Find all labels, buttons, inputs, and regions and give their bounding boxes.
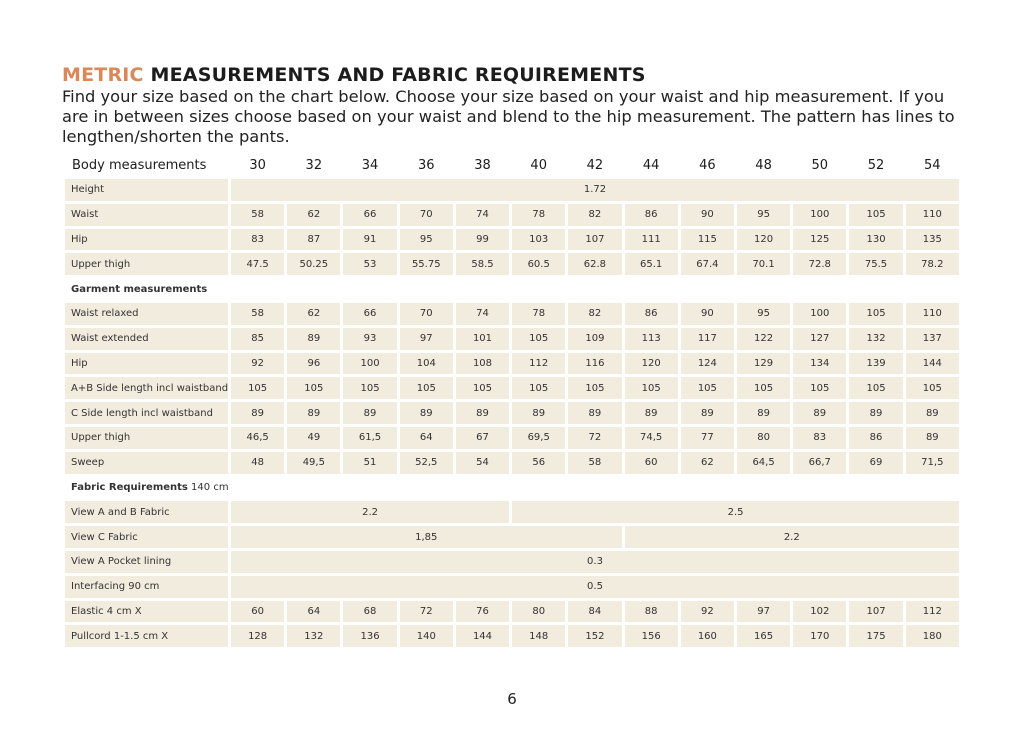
value-cell: 105 (849, 303, 902, 325)
value-cell: 80 (737, 427, 790, 449)
value-cell: 50.25 (287, 253, 340, 275)
value-cell: 175 (849, 625, 902, 647)
row-label: Upper thigh (65, 427, 228, 449)
fabric-requirement-row (65, 551, 959, 573)
value-cell: 140 (400, 625, 453, 647)
value-cell: 104 (400, 353, 453, 375)
value-cell: 70 (400, 303, 453, 325)
garment-measurement-row (65, 427, 959, 449)
row-label: Pullcord 1-1.5 cm X (65, 625, 228, 647)
value-cell: 107 (568, 229, 621, 251)
row-label: Waist extended (65, 328, 228, 350)
value-cell: 85 (231, 328, 284, 350)
row-label: View A Pocket lining (65, 551, 228, 573)
value-cell: 89 (456, 402, 509, 424)
value-cell: 49,5 (287, 452, 340, 474)
value-cell: 87 (287, 229, 340, 251)
value-cell: 89 (849, 402, 902, 424)
value-cell: 144 (456, 625, 509, 647)
value-cell: 69,5 (512, 427, 565, 449)
value-cell: 84 (568, 601, 621, 623)
garment-measurement-row (65, 377, 959, 399)
size-column-header: 36 (417, 157, 435, 173)
value-cell: 129 (737, 353, 790, 375)
fabric-heading-label: Fabric Requirements (71, 481, 188, 493)
size-column-header: 54 (924, 157, 941, 173)
value-cell: 90 (681, 204, 734, 226)
value-cell: 86 (849, 427, 902, 449)
value-cell: 105 (287, 377, 340, 399)
value-cell: 97 (400, 328, 453, 350)
value-cell: 60 (231, 601, 284, 623)
value-cell: 160 (681, 625, 734, 647)
garment-measurement-row (65, 452, 959, 474)
value-cell: 51 (343, 452, 396, 474)
value-cell: 86 (625, 204, 678, 226)
value-cell: 105 (512, 377, 565, 399)
value-cell: 56 (512, 452, 565, 474)
value-cell: 113 (625, 328, 678, 350)
value-cell: 156 (625, 625, 678, 647)
value-cell: 62 (287, 204, 340, 226)
value-cell: 66 (343, 204, 396, 226)
value-cell: 120 (625, 353, 678, 375)
value-cell: 108 (456, 353, 509, 375)
value-cell: 72 (400, 601, 453, 623)
value-cell: 135 (906, 229, 959, 251)
row-label: C Side length incl waistband (65, 402, 228, 424)
value-cell: 82 (568, 204, 621, 226)
value-cell: 107 (849, 601, 902, 623)
value-cell: 110 (906, 204, 959, 226)
value-cell: 96 (287, 353, 340, 375)
value-cell: 70.1 (737, 253, 790, 275)
value-cell: 99 (456, 229, 509, 251)
value-cell: 46,5 (231, 427, 284, 449)
value-cell: 136 (343, 625, 396, 647)
value-cell: 93 (343, 328, 396, 350)
garment-measurement-row (65, 402, 959, 424)
row-label: View A and B Fabric (65, 501, 228, 523)
row-label: Hip (65, 353, 228, 375)
value-cell: 112 (906, 601, 959, 623)
value-cell: 89 (287, 328, 340, 350)
merged-value-cell: 2.5 (512, 501, 959, 523)
value-cell: 68 (343, 601, 396, 623)
size-column-header: 52 (867, 157, 885, 173)
value-cell: 70 (400, 204, 453, 226)
value-cell: 117 (681, 328, 734, 350)
value-cell: 89 (737, 402, 790, 424)
fabric-requirements-heading (65, 477, 228, 499)
value-cell: 101 (456, 328, 509, 350)
body-measurement-row (65, 179, 959, 201)
value-cell: 83 (231, 229, 284, 251)
value-cell: 90 (681, 303, 734, 325)
value-cell: 52,5 (400, 452, 453, 474)
value-cell: 64,5 (737, 452, 790, 474)
value-cell: 180 (906, 625, 959, 647)
value-cell: 105 (456, 377, 509, 399)
value-cell: 97 (737, 601, 790, 623)
value-cell: 67.4 (681, 253, 734, 275)
value-cell: 105 (568, 377, 621, 399)
value-cell: 125 (793, 229, 846, 251)
value-cell: 89 (681, 402, 734, 424)
value-cell: 170 (793, 625, 846, 647)
fabric-requirement-row (65, 576, 959, 598)
value-cell: 80 (512, 601, 565, 623)
size-column-header: 44 (642, 157, 660, 173)
value-cell: 58 (231, 303, 284, 325)
value-cell: 62 (287, 303, 340, 325)
value-cell: 65.1 (625, 253, 678, 275)
value-cell: 120 (737, 229, 790, 251)
value-cell: 95 (400, 229, 453, 251)
value-cell: 105 (625, 377, 678, 399)
row-label: Interfacing 90 cm (65, 576, 228, 598)
size-chart-body (65, 154, 959, 647)
value-cell: 130 (849, 229, 902, 251)
page-number: 6 (507, 690, 517, 708)
value-cell: 74 (456, 303, 509, 325)
merged-value-cell: 2.2 (231, 501, 509, 523)
body-measurements-heading: Body measurements (72, 157, 207, 173)
size-chart-table (62, 151, 962, 650)
fabric-requirement-row (65, 601, 959, 623)
page-title (62, 64, 646, 86)
value-cell: 100 (793, 204, 846, 226)
value-cell: 74,5 (625, 427, 678, 449)
value-cell: 88 (625, 601, 678, 623)
title-accent: METRIC (62, 64, 144, 86)
value-cell: 105 (793, 377, 846, 399)
value-cell: 95 (737, 204, 790, 226)
value-cell: 89 (400, 402, 453, 424)
value-cell: 66 (343, 303, 396, 325)
value-cell: 105 (343, 377, 396, 399)
size-column-header: 38 (474, 157, 491, 173)
row-label: Sweep (65, 452, 228, 474)
value-cell: 105 (231, 377, 284, 399)
value-cell: 165 (737, 625, 790, 647)
value-cell: 105 (512, 328, 565, 350)
size-column-header: 32 (305, 157, 323, 173)
value-cell: 105 (400, 377, 453, 399)
row-label: Hip (65, 229, 228, 251)
merged-value-cell: 2.2 (625, 526, 959, 548)
garment-section-row (65, 278, 959, 300)
value-cell: 132 (849, 328, 902, 350)
value-cell: 53 (343, 253, 396, 275)
row-label: Waist relaxed (65, 303, 228, 325)
fabric-requirement-row (65, 501, 959, 523)
value-cell: 66,7 (793, 452, 846, 474)
value-cell: 152 (568, 625, 621, 647)
value-cell: 58 (568, 452, 621, 474)
value-cell: 100 (343, 353, 396, 375)
value-cell: 47.5 (231, 253, 284, 275)
value-cell: 105 (681, 377, 734, 399)
row-label: Elastic 4 cm X (65, 601, 228, 623)
value-cell: 95 (737, 303, 790, 325)
value-cell: 128 (231, 625, 284, 647)
value-cell: 72.8 (793, 253, 846, 275)
garment-measurement-row (65, 328, 959, 350)
value-cell: 105 (849, 204, 902, 226)
value-cell: 116 (568, 353, 621, 375)
size-column-header: 30 (249, 157, 266, 173)
size-column-header: 50 (811, 157, 829, 173)
value-cell: 109 (568, 328, 621, 350)
value-cell: 58.5 (456, 253, 509, 275)
garment-measurement-row (65, 353, 959, 375)
body-measurement-row (65, 253, 959, 275)
value-cell: 62 (681, 452, 734, 474)
value-cell: 92 (231, 353, 284, 375)
value-cell: 69 (849, 452, 902, 474)
value-cell: 67 (456, 427, 509, 449)
value-cell: 111 (625, 229, 678, 251)
body-measurement-row (65, 229, 959, 251)
size-column-header: 34 (361, 157, 379, 173)
size-column-header: 48 (755, 157, 772, 173)
value-cell: 62.8 (568, 253, 621, 275)
value-cell: 78 (512, 204, 565, 226)
value-cell: 134 (793, 353, 846, 375)
value-cell: 105 (906, 377, 959, 399)
value-cell: 61,5 (343, 427, 396, 449)
merged-value-cell: 1.72 (231, 179, 959, 201)
value-cell: 124 (681, 353, 734, 375)
value-cell: 89 (512, 402, 565, 424)
merged-value-cell: 1,85 (231, 526, 622, 548)
section-spacer (231, 278, 959, 300)
value-cell: 105 (849, 377, 902, 399)
intro-paragraph: Find your size based on the chart below. Choose your size based on your waist and hip measurement. If you are in between sizes choose based on your waist and blend to the hip measurement. The pattern has lines to lengthen/shorten the pants. (62, 87, 955, 146)
value-cell: 86 (625, 303, 678, 325)
value-cell: 110 (906, 303, 959, 325)
title-rest: MEASUREMENTS AND FABRIC REQUIREMENTS (143, 64, 646, 86)
garment-measurement-row (65, 303, 959, 325)
value-cell: 89 (568, 402, 621, 424)
value-cell: 122 (737, 328, 790, 350)
value-cell: 139 (849, 353, 902, 375)
value-cell: 83 (793, 427, 846, 449)
row-label: Height (65, 179, 228, 201)
merged-value-cell: 0.5 (231, 576, 959, 598)
fabric-section-row (65, 477, 959, 499)
size-header-row (65, 154, 959, 176)
value-cell: 54 (456, 452, 509, 474)
value-cell: 89 (231, 402, 284, 424)
value-cell: 78.2 (906, 253, 959, 275)
value-cell: 137 (906, 328, 959, 350)
value-cell: 89 (793, 402, 846, 424)
value-cell: 72 (568, 427, 621, 449)
value-cell: 115 (681, 229, 734, 251)
value-cell: 58 (231, 204, 284, 226)
row-label: A+B Side length incl waistband (65, 377, 228, 399)
row-label: View C Fabric (65, 526, 228, 548)
value-cell: 102 (793, 601, 846, 623)
merged-value-cell: 0.3 (231, 551, 959, 573)
value-cell: 103 (512, 229, 565, 251)
garment-measurements-heading: Garment measurements (65, 278, 228, 300)
value-cell: 77 (681, 427, 734, 449)
value-cell: 89 (287, 402, 340, 424)
value-cell: 132 (287, 625, 340, 647)
value-cell: 89 (625, 402, 678, 424)
row-label: Waist (65, 204, 228, 226)
value-cell: 64 (287, 601, 340, 623)
value-cell: 48 (231, 452, 284, 474)
value-cell: 60.5 (512, 253, 565, 275)
value-cell: 64 (400, 427, 453, 449)
size-column-header: 42 (586, 157, 604, 173)
size-column-header: 46 (699, 157, 716, 173)
size-column-header: 40 (530, 157, 547, 173)
value-cell: 76 (456, 601, 509, 623)
fabric-requirement-row (65, 526, 959, 548)
value-cell: 91 (343, 229, 396, 251)
value-cell: 127 (793, 328, 846, 350)
value-cell: 74 (456, 204, 509, 226)
value-cell: 55.75 (400, 253, 453, 275)
value-cell: 60 (625, 452, 678, 474)
value-cell: 89 (906, 402, 959, 424)
value-cell: 112 (512, 353, 565, 375)
value-cell: 78 (512, 303, 565, 325)
value-cell: 82 (568, 303, 621, 325)
value-cell: 75.5 (849, 253, 902, 275)
value-cell: 92 (681, 601, 734, 623)
body-measurement-row (65, 204, 959, 226)
value-cell: 144 (906, 353, 959, 375)
value-cell: 89 (906, 427, 959, 449)
section-spacer (231, 477, 959, 499)
value-cell: 148 (512, 625, 565, 647)
fabric-heading-width: 140 cm (187, 481, 229, 493)
row-label: Upper thigh (65, 253, 228, 275)
value-cell: 49 (287, 427, 340, 449)
value-cell: 100 (793, 303, 846, 325)
value-cell: 105 (737, 377, 790, 399)
fabric-requirement-row (65, 625, 959, 647)
value-cell: 89 (343, 402, 396, 424)
value-cell: 71,5 (906, 452, 959, 474)
